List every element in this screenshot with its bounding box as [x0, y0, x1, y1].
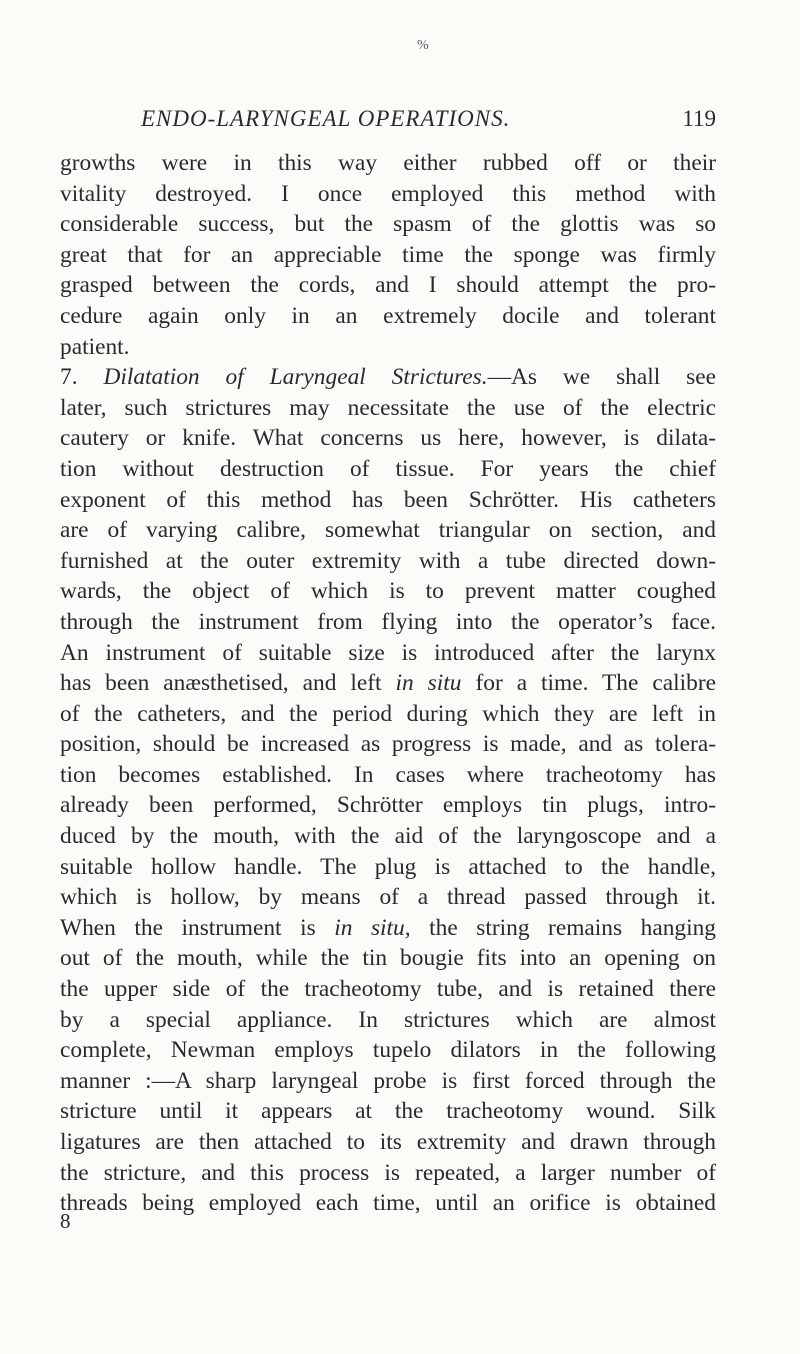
- text-line: patient.: [60, 333, 130, 360]
- stray-mark: %: [417, 38, 429, 53]
- text-line: are of varying calibre, somewhat triangular on section, and: [60, 517, 716, 544]
- text-line: growths were in this way either rubbed off or their: [60, 150, 716, 176]
- line-emphasis: in situ,: [334, 914, 411, 941]
- page-header: [141, 106, 716, 146]
- text-line: of the catheters, and the period during which they are left in: [60, 700, 716, 727]
- text-line: cautery or knife. What concerns us here, however, is dilata-: [60, 425, 716, 452]
- text-line: tion becomes established. In cases where tracheotomy has: [60, 761, 716, 788]
- text-line: position, should be increased as progress is made, and as tolera-: [60, 731, 716, 758]
- text-line: stricture until it appears at the tracheotomy wound. Silk: [60, 1098, 716, 1125]
- line-text: the string remains hanging: [410, 914, 716, 941]
- line-text: for a time. The calibre: [461, 670, 716, 697]
- text-line: through the instrument from flying into the operator’s face.: [60, 608, 716, 635]
- text-line: cedure again only in an extremely docile and tolerant: [60, 302, 716, 329]
- text-line: complete, Newman employs tupelo dilators in the following: [60, 1037, 716, 1064]
- line-emphasis: in situ: [395, 670, 462, 697]
- text-line: considerable success, but the spasm of the glottis was so: [60, 211, 716, 238]
- text-line: the stricture, and this process is repeated, a larger number of: [60, 1159, 716, 1186]
- text-line: which is hollow, by means of a thread passed through it.: [60, 884, 716, 911]
- text-line: [60, 362, 716, 393]
- signature-mark: 8: [60, 1209, 71, 1233]
- text-line: great that for an appreciable time the sponge was firmly: [60, 241, 716, 268]
- text-line: wards, the object of which is to prevent matter coughed: [60, 578, 716, 605]
- line-text: —As we shall see: [487, 364, 717, 391]
- line-text: When the instrument is: [60, 914, 335, 941]
- text-line: out of the mouth, while the tin bougie fits into an opening on: [60, 945, 716, 972]
- text-line: tion without destruction of tissue. For years the chief: [60, 455, 716, 482]
- text-line: already been performed, Schrötter employs tin plugs, intro-: [60, 792, 716, 819]
- text-line: grasped between the cords, and I should attempt the pro-: [60, 272, 716, 299]
- text-line: exponent of this method has been Schrötter. His catheters: [60, 486, 716, 513]
- text-line: threads being employed each time, until an orifice is obtained: [60, 1190, 716, 1217]
- text-line: suitable hollow handle. The plug is attached to the handle,: [60, 853, 716, 880]
- text-line: by a special appliance. In strictures which are almost: [60, 1006, 716, 1033]
- text-line: later, such strictures may necessitate the use of the electric: [60, 394, 716, 421]
- body-text: [60, 148, 716, 1219]
- line-text: 7.: [60, 364, 104, 391]
- text-line: furnished at the outer extremity with a tube directed down-: [60, 547, 716, 574]
- text-line: the upper side of the tracheotomy tube, and is retained there: [60, 976, 716, 1003]
- text-line: [60, 668, 716, 699]
- text-line: duced by the mouth, with the aid of the laryngoscope and a: [60, 823, 716, 850]
- text-line: An instrument of suitable size is introduced after the larynx: [60, 639, 716, 666]
- text-line: vitality destroyed. I once employed this method with: [60, 180, 716, 207]
- line-text: has been anæsthetised, and left: [60, 670, 396, 697]
- text-line: manner :—A sharp laryngeal probe is first forced through the: [60, 1067, 716, 1094]
- text-line: [60, 913, 716, 944]
- page-number: 119: [682, 106, 716, 131]
- text-line: ligatures are then attached to its extremity and drawn through: [60, 1129, 716, 1155]
- line-emphasis: Dilatation of Laryngeal Strictures.: [103, 364, 488, 391]
- running-head: ENDO-LARYNGEAL OPERATIONS.: [141, 106, 511, 131]
